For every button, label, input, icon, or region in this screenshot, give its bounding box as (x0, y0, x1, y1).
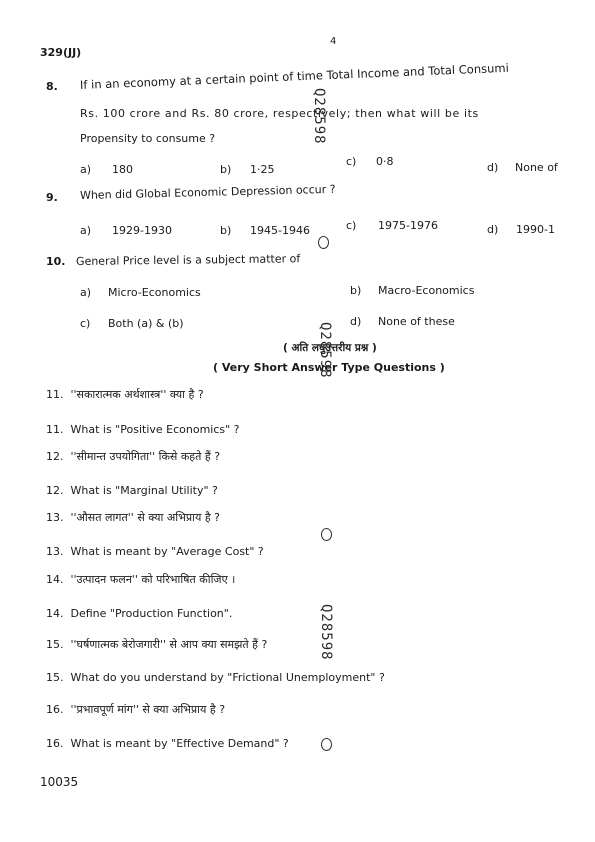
question-number: 9. (46, 191, 58, 204)
option-d: 1990-1 (516, 223, 555, 236)
question-number: 11. (46, 423, 64, 436)
question-number: 15. (46, 671, 64, 684)
section-heading-hindi: ( अति लघुउत्तरीय प्रश्न ) (283, 342, 377, 354)
question-number: 14. (46, 573, 64, 586)
short-question-13-hi (46, 510, 220, 525)
question-text: Propensity to consume ? (80, 132, 216, 145)
page-number: 4 (330, 36, 337, 47)
option-label: d) (487, 223, 499, 236)
footer-code: 10035 (40, 775, 79, 789)
question-text: What is "Positive Economics" ? (70, 423, 240, 436)
option-label: a) (80, 224, 92, 237)
question-text: What is meant by "Average Cost" ? (70, 545, 264, 558)
question-number: 8. (46, 80, 58, 93)
option-label: c) (346, 219, 357, 232)
option-a: 1929-1930 (112, 224, 172, 237)
short-question-15-en (46, 671, 385, 684)
question-number: 13. (46, 511, 64, 524)
question-number: 15. (46, 638, 64, 651)
short-question-14-hi (46, 572, 235, 587)
short-question-13-en (46, 545, 264, 558)
option-d: None of (515, 161, 558, 174)
watermark-code: Q28598 (317, 322, 333, 379)
question-text: ''सकारात्मक अर्थशास्त्र'' क्या है ? (70, 388, 204, 401)
question-text: What do you understand by "Frictional Unemployment" ? (70, 671, 385, 684)
question-text: ''प्रभावपूर्ण मांग'' से क्या अभिप्राय है ? (70, 703, 226, 716)
option-a: Micro-Economics (108, 286, 201, 299)
short-question-15-hi (46, 637, 267, 652)
question-text: What is meant by "Effective Demand" ? (70, 737, 289, 750)
watermark-code: Q28598 (318, 604, 334, 661)
option-c: 1975-1976 (378, 219, 438, 232)
option-label: c) (346, 155, 357, 168)
short-question-11-hi (46, 387, 204, 402)
option-label: b) (350, 284, 362, 297)
watermark-ring (321, 738, 332, 751)
question-text: General Price level is a subject matter of (75, 252, 301, 268)
question-text: What is "Marginal Utility" ? (70, 484, 218, 497)
question-number: 16. (46, 703, 64, 716)
watermark-ring (321, 528, 332, 541)
option-d: None of these (378, 315, 455, 328)
short-question-12-en (46, 484, 218, 497)
question-text: ''सीमान्त उपयोगिता'' किसे कहते हैं ? (70, 450, 221, 463)
question-text: Rs. 100 crore and Rs. 80 crore, respectively; then what will be its (80, 107, 479, 120)
paper-code: 329(JJ) (40, 46, 82, 59)
question-text: ''औसत लागत'' से क्या अभिप्राय है ? (70, 511, 221, 524)
option-c: 0·8 (376, 155, 394, 168)
short-question-12-hi (46, 449, 220, 464)
option-label: a) (80, 163, 92, 176)
question-text: ''उत्पादन फलन'' को परिभाषित कीजिए । (70, 573, 236, 586)
question-number: 13. (46, 545, 64, 558)
option-b: 1·25 (250, 163, 275, 176)
question-number: 11. (46, 388, 64, 401)
question-text: When did Global Economic Depression occur ? (79, 182, 336, 202)
option-label: c) (80, 317, 91, 330)
section-heading-english: ( Very Short Answer Type Questions ) (213, 361, 445, 374)
question-number: 16. (46, 737, 64, 750)
option-a: 180 (112, 163, 133, 176)
short-question-16-hi (46, 702, 225, 717)
question-number: 12. (46, 450, 64, 463)
option-label: a) (80, 286, 92, 299)
option-b: Macro-Economics (378, 284, 475, 297)
watermark-code: Q28598 (311, 88, 327, 145)
short-question-14-en (46, 607, 232, 620)
option-label: d) (350, 315, 362, 328)
short-question-16-en (46, 737, 289, 750)
option-label: b) (220, 163, 232, 176)
question-text: Define "Production Function". (70, 607, 233, 620)
option-c: Both (a) & (b) (108, 317, 184, 330)
option-label: b) (220, 224, 232, 237)
option-label: d) (487, 161, 499, 174)
question-text: ''घर्षणात्मक बेरोजगारी'' से आप क्या समझते हैं ? (70, 638, 268, 651)
short-question-11-en (46, 423, 240, 436)
question-number: 10. (46, 255, 66, 268)
watermark-ring (318, 236, 329, 249)
option-b: 1945-1946 (250, 224, 310, 237)
question-number: 14. (46, 607, 64, 620)
question-text: If in an economy at a certain point of time Total Income and Total Consumi (79, 60, 510, 92)
question-number: 12. (46, 484, 64, 497)
